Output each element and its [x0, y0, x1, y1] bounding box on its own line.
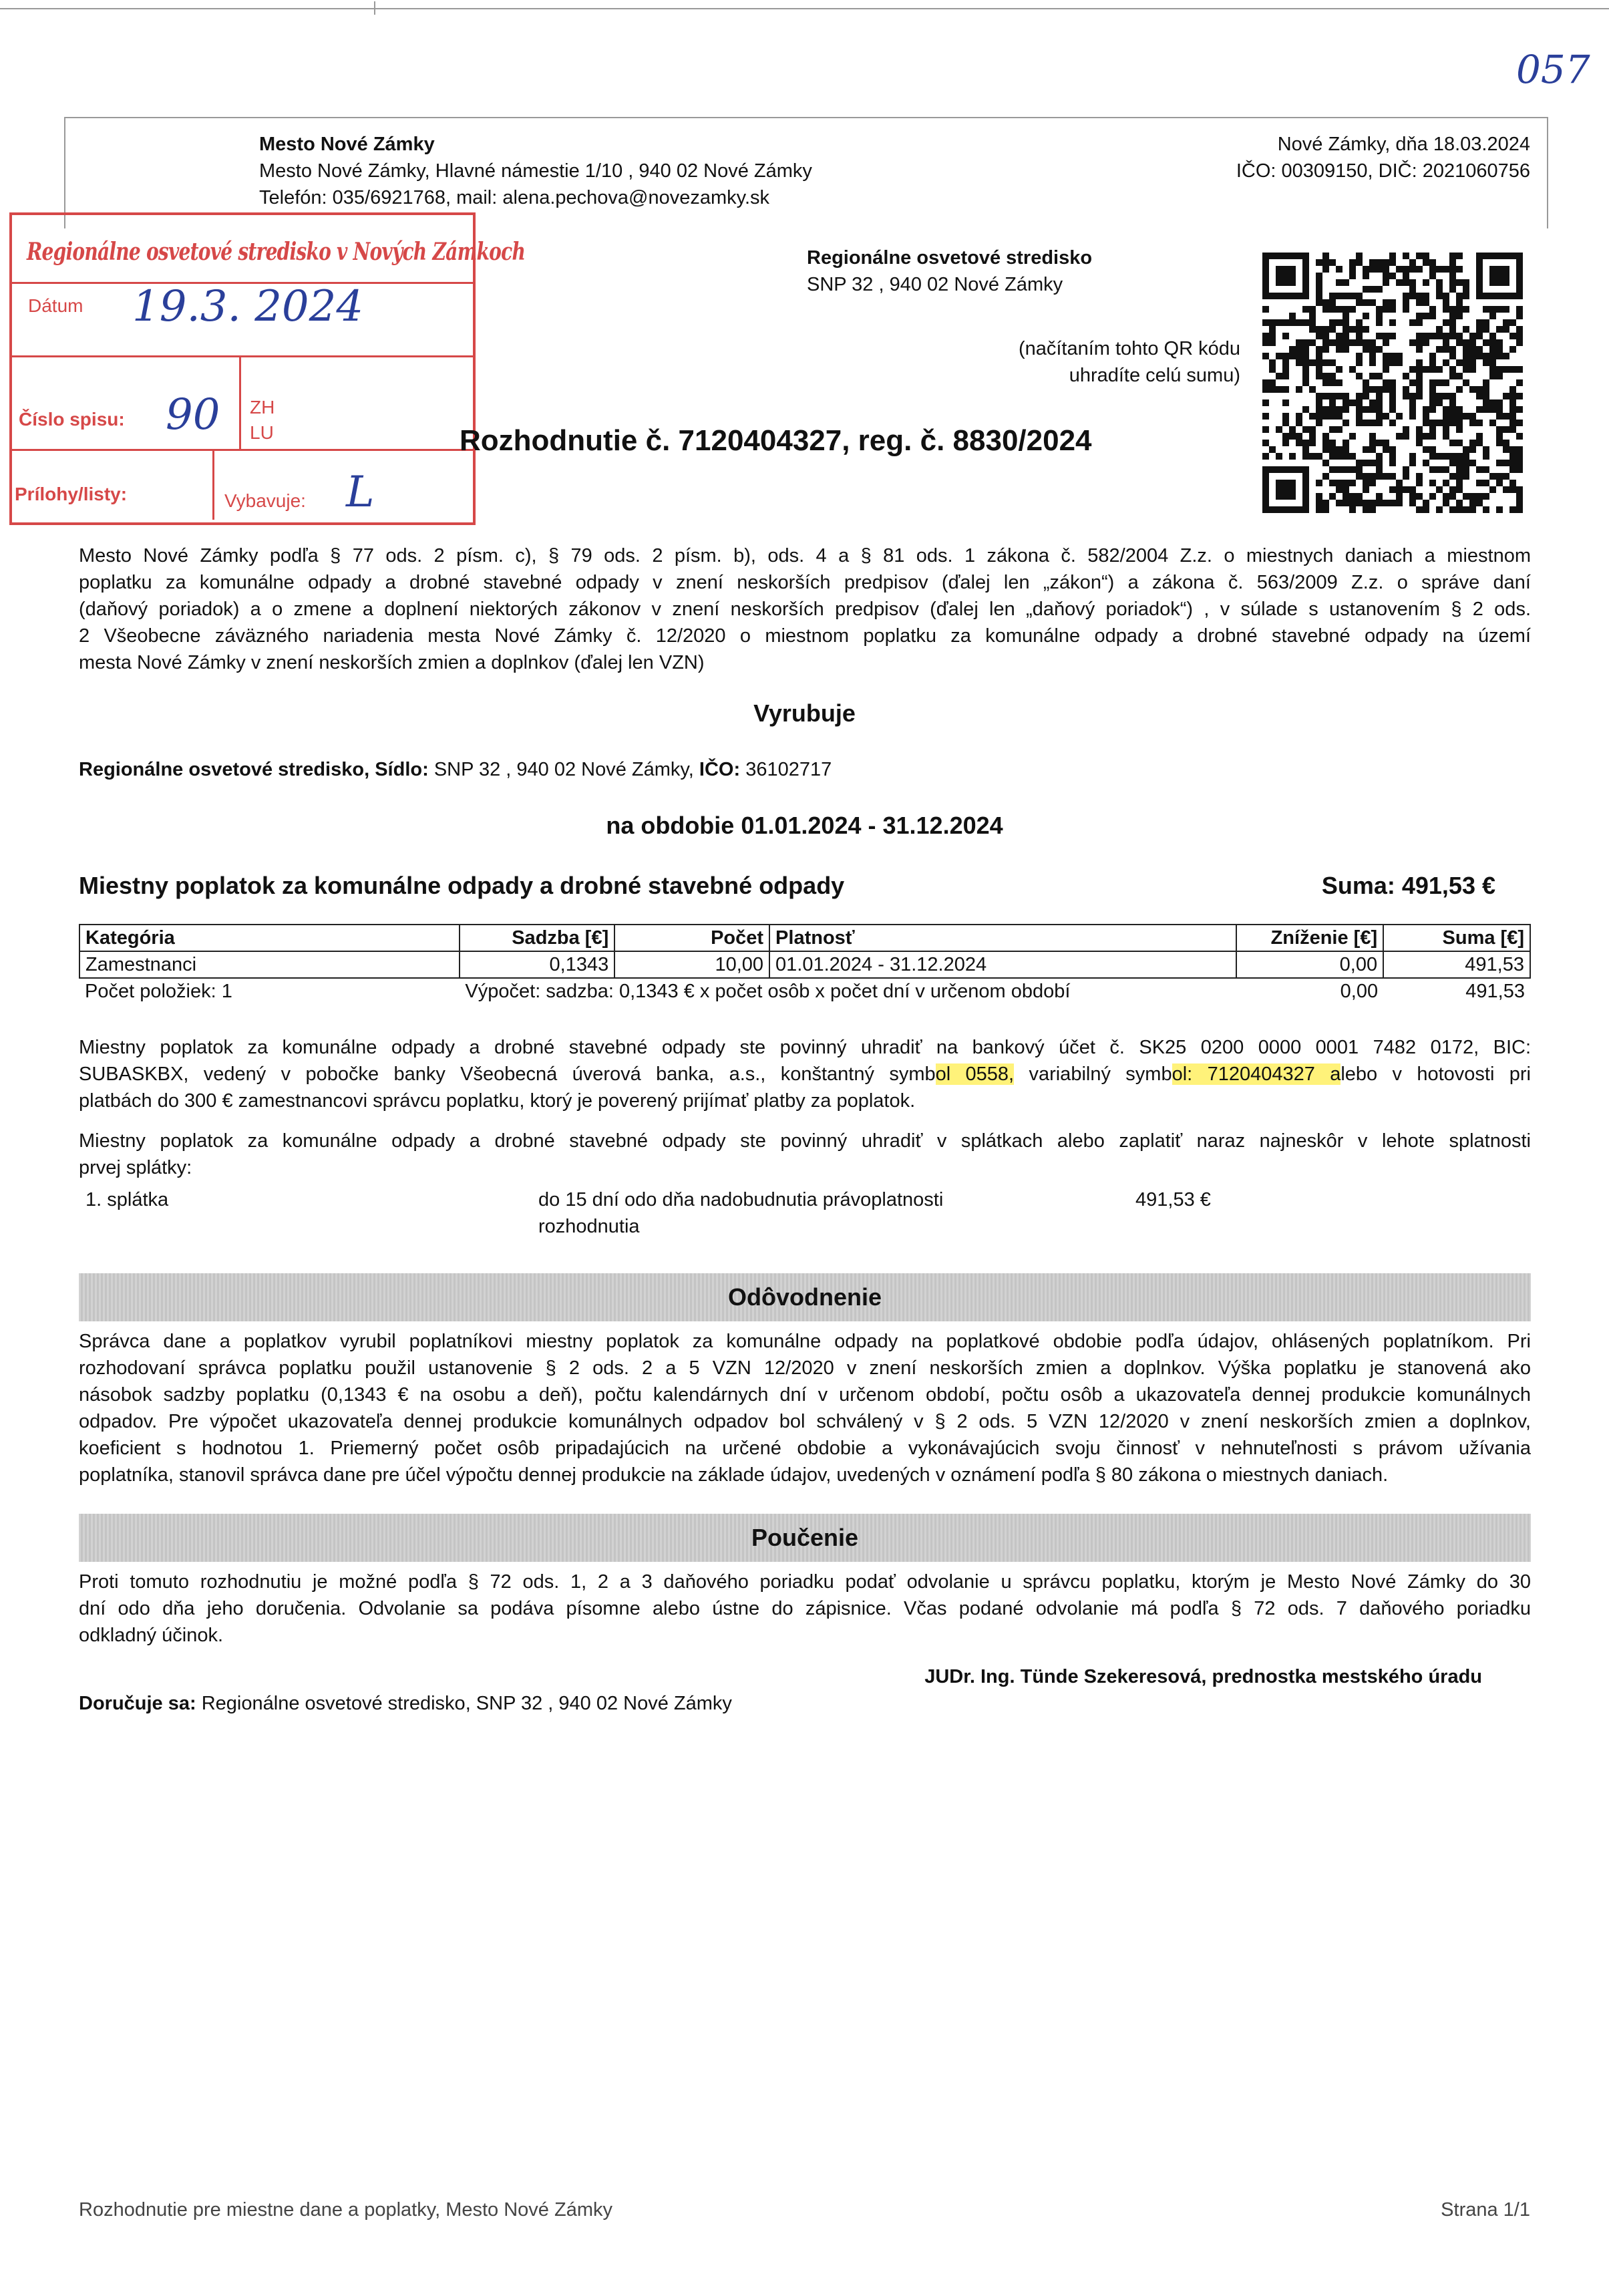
assessment-period: na obdobie 01.01.2024 - 31.12.2024 — [606, 812, 1003, 839]
paragraph-line: platbách do 300 € zamestnancovi správcu poplatku, ktorý je poverený prijímať platby za poplatok. — [79, 1090, 916, 1112]
paragraph-line: (daňový poriadok) a o zmene a doplnení niektorých zákonov v znení neskorších predpisov (ďalej len „daňový poriadok“) , v súlade s ustanovením § 2 ods. — [79, 599, 1531, 620]
variable-symbol-highlight: ol: 7120404327 a — [1172, 1063, 1341, 1085]
org-address: Mesto Nové Zámky, Hlavné námestie 1/10 , 940 02 Nové Zámky — [259, 160, 812, 182]
stamp-zh: ZH — [250, 397, 275, 418]
scan-edge-line — [0, 8, 1609, 9]
stamp-divider — [239, 355, 241, 449]
cell-count: 10,00 — [614, 951, 769, 978]
cell-category: Zamestnanci — [79, 951, 460, 978]
stamp-divider — [12, 449, 473, 451]
qr-note-line2: uhradíte celú sumu) — [1069, 365, 1240, 386]
stamp-divider — [12, 355, 473, 357]
org-name: Mesto Nové Zámky — [259, 134, 435, 155]
scan-edge-mark — [374, 1, 375, 15]
paragraph-line: poplatku za komunálne odpady a drobné stavebné odpady v znení neskorších predpisov (ďalej len „zákon“) a zákona č. 563/2009 Z.z. o správe daní — [79, 572, 1531, 593]
cell-sum: 491,53 — [1383, 951, 1530, 978]
section-instruction-title: Poučenie — [79, 1514, 1531, 1562]
payment-text: lebo v hotovosti pri — [1340, 1063, 1531, 1085]
paragraph-line: Mesto Nové Zámky podľa § 77 ods. 2 písm. c), § 79 ods. 2 písm. b), ods. 4 a § 81 ods. 1 zákona č. 582/2004 Z.z. o miestnych daniach a miestnom — [79, 545, 1531, 566]
qr-note-line1: (načítaním tohto QR kódu — [1018, 338, 1240, 359]
paragraph-line: prvej splátky: — [79, 1157, 192, 1178]
payer-ico-label: IČO: — [699, 759, 741, 780]
payer-line — [79, 756, 832, 783]
summary-calculation: Výpočet: sadzba: 0,1343 € x počet osôb x počet dní v určenom období — [465, 981, 1071, 1002]
paragraph-line: dní odo dňa jeho doručenia. Odvolanie sa podáva písomne alebo ústne do zápisnice. Včas podané odvolanie má podľa § 72 ods. 7 daňového poriadku — [79, 1598, 1531, 1619]
paragraph-line: mesta Nové Zámky v znení neskorších zmien a doplnkov (ďalej len VZN) — [79, 652, 705, 673]
payment-text: variabilný symb — [1014, 1063, 1172, 1085]
section-vyrubuje: Vyrubuje — [753, 699, 856, 727]
fee-heading: Miestny poplatok za komunálne odpady a drobné stavebné odpady — [79, 872, 845, 899]
paragraph-line: Správca dane a poplatkov vyrubil poplatníkovi miestny poplatok za komunálne odpady na poplatkové obdobie podľa údajov, ohlásených poplatníkom. Pri — [79, 1331, 1531, 1352]
paragraph-line: rozhodovaní správca poplatku použil ustanovenie § 2 ods. 2 a 5 VZN 12/2020 v znení neskorších zmien a doplnkov. Výška poplatku je stanovená ako — [79, 1357, 1531, 1379]
payment-paragraph — [79, 1034, 1531, 1114]
delivery-value: Regionálne osvetové stredisko, SNP 32 , 940 02 Nové Zámky — [201, 1693, 732, 1714]
table-header-row — [79, 925, 1530, 951]
decision-title: Rozhodnutie č. 7120404327, reg. č. 8830/2024 — [460, 424, 1092, 457]
paragraph-line: odkladný účinok. — [79, 1625, 224, 1646]
col-header-category: Kategória — [79, 925, 460, 951]
recipient-address: SNP 32 , 940 02 Nové Zámky — [807, 274, 1063, 295]
footer-left: Rozhodnutie pre miestne dane a poplatky, Mesto Nové Zámky — [79, 2199, 612, 2221]
stamp-divider — [212, 449, 214, 520]
recipient-name: Regionálne osvetové stredisko — [807, 247, 1093, 269]
payer-name: Regionálne osvetové stredisko, — [79, 759, 370, 780]
table-summary-row — [79, 978, 1530, 1004]
reasoning-paragraph — [79, 1328, 1531, 1488]
col-header-count: Počet — [614, 925, 769, 951]
payment-text: SUBASKBX, vedený v pobočke banky Všeobecná úverová banka, a.s., konštantný symb — [79, 1063, 936, 1085]
stamp-title: Regionálne osvetové stredisko v Nových Zámkoch — [27, 238, 526, 266]
signatory: JUDr. Ing. Tünde Szekeresová, prednostka mestského úradu — [924, 1666, 1482, 1687]
cell-validity: 01.01.2024 - 31.12.2024 — [769, 951, 1236, 978]
issue-date: Nové Zámky, dňa 18.03.2024 — [1277, 134, 1530, 155]
cell-reduction: 0,00 — [1236, 951, 1383, 978]
paragraph-line: Miestny poplatok za komunálne odpady a drobné stavebné odpady ste povinný uhradiť v splátkach alebo zaplatiť naraz najneskôr v lehote splatnosti — [79, 1130, 1531, 1152]
paragraph-line — [79, 1061, 1531, 1088]
cell-rate: 0,1343 — [460, 951, 614, 978]
fee-total: Suma: 491,53 € — [1321, 872, 1495, 899]
payment-qr-code — [1262, 253, 1523, 513]
registry-stamp — [9, 212, 526, 525]
summary-sum: 491,53 — [1465, 981, 1525, 1002]
payer-seat-label: Sídlo: — [375, 759, 429, 780]
installment-due-line2: rozhodnutia — [538, 1216, 640, 1237]
payer-ico-value: 36102717 — [745, 759, 832, 780]
constant-symbol-highlight: ol 0558, — [935, 1063, 1015, 1085]
paragraph-line: Miestny poplatok za komunálne odpady a drobné stavebné odpady ste povinný uhradiť na bankový účet č. SK25 0200 0000 0001 7482 0172, BIC: — [79, 1037, 1531, 1058]
section-reasoning-title: Odôvodnenie — [79, 1273, 1531, 1321]
stamp-lu: LU — [250, 422, 274, 443]
paragraph-line: odpadov. Pre výpočet ukazovateľa dennej produkcie komunálnych odpadov bol schválený v § 2 ods. 5 VZN 12/2020 v znení neskorších zmien a doplnkov, — [79, 1411, 1531, 1432]
summary-reduction: 0,00 — [1340, 981, 1379, 1002]
installment-due-line1: do 15 dní odo dňa nadobudnutia právoplatnosti — [538, 1189, 944, 1210]
paragraph-line: koeficient s hodnotou 1. Priemerný počet osôb pripadajúcich na určené obdobie a vykonávajúcich svoju činnosť v nehnuteľnosti s právom užívania — [79, 1438, 1531, 1459]
col-header-reduction: Zníženie [€] — [1236, 925, 1383, 951]
installment-amount: 491,53 € — [1135, 1189, 1211, 1210]
col-header-validity: Platnosť — [769, 925, 1236, 951]
paragraph-line: násobok sadzby poplatku (0,1343 € na osobu a deň), počtu kalendárnych dní v určenom období, počtu osôb a ukazovateľa dennej produkcie komunálnych — [79, 1384, 1531, 1406]
paragraph-line: Proti tomuto rozhodnutiu je možné podľa § 72 ods. 1, 2 a 3 daňového poriadku podať odvolanie u správcu poplatku, ktorým je Mesto Nové Zámky do 30 — [79, 1571, 1531, 1593]
footer-page-number: Strana 1/1 — [1441, 2199, 1530, 2221]
stamp-file-value: 90 — [166, 390, 220, 440]
delivery-line — [79, 1690, 732, 1717]
delivery-label: Doručuje sa: — [79, 1693, 196, 1714]
stamp-date-value: 19.3. 2024 — [132, 282, 364, 331]
stamp-file-label: Číslo spisu: — [19, 409, 125, 430]
fee-table — [79, 924, 1531, 1004]
stamp-handled-label: Vybavuje: — [224, 490, 306, 511]
payer-seat-value: SNP 32 , 940 02 Nové Zámky, — [433, 759, 694, 780]
paragraph-line: 2 Všeobecne záväzného nariadenia mesta Nové Zámky č. 12/2020 o miestnom poplatku za komunálne odpady a drobné stavebné odpady na území — [79, 625, 1531, 647]
stamp-handled-value: L — [346, 468, 375, 517]
col-header-sum: Suma [€] — [1383, 925, 1530, 951]
org-contact: Telefón: 035/6921768, mail: alena.pechova@novezamky.sk — [259, 187, 770, 208]
summary-item-count: Počet položiek: 1 — [85, 981, 232, 1002]
table-row — [79, 951, 1530, 978]
legal-basis-paragraph — [79, 542, 1531, 676]
installment-label: 1. splátka — [85, 1189, 169, 1210]
instruction-paragraph — [79, 1569, 1531, 1649]
stamp-date-label: Dátum — [28, 295, 83, 316]
stamp-attachments-label: Prílohy/listy: — [15, 484, 128, 504]
installments-paragraph — [79, 1128, 1531, 1181]
paragraph-line: poplatníka, stanovil správca dane pre účel výpočtu dennej produkcie na základe údajov, uvedených v oznámení podľa § 80 zákona o miestnych daniach. — [79, 1464, 1389, 1486]
col-header-rate: Sadzba [€] — [460, 925, 614, 951]
handwritten-page-mark: 057 — [1516, 47, 1590, 92]
org-ids: IČO: 00309150, DIČ: 2021060756 — [1236, 160, 1530, 182]
